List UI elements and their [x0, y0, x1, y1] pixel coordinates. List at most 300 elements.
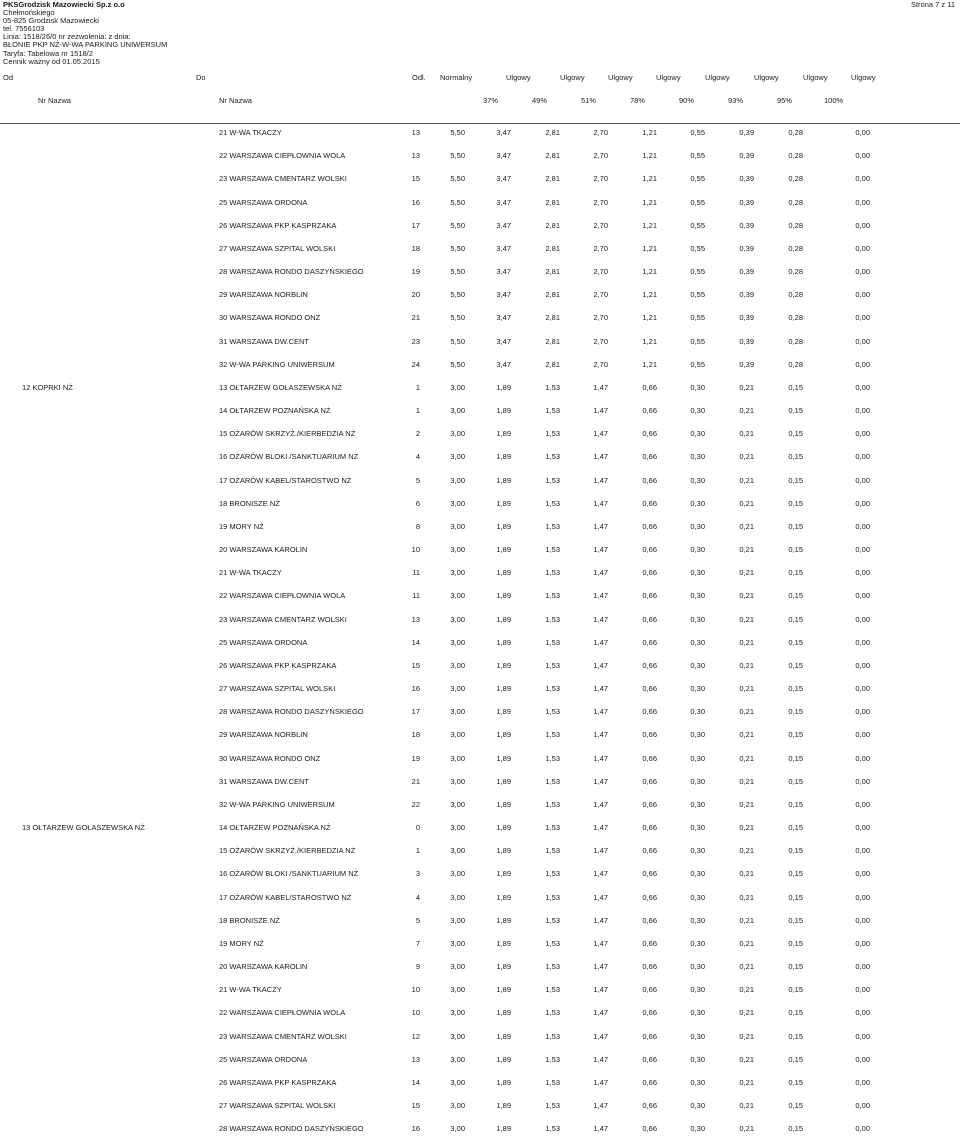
- to-stop: 31 WARSZAWA DW.CENT: [219, 337, 310, 346]
- fare-37: 1,89: [496, 615, 511, 624]
- fare-90: 0,30: [690, 383, 705, 392]
- fare-49: 1,53: [545, 800, 560, 809]
- fare-51: 2,70: [593, 290, 608, 299]
- fare-49: 1,53: [545, 916, 560, 925]
- fare-93: 0,39: [739, 290, 754, 299]
- fare-95: 0,15: [788, 545, 803, 554]
- to-stop: 29 WARSZAWA NORBLIN: [219, 290, 308, 299]
- fare-49: 1,53: [545, 1101, 560, 1110]
- fare-90: 0,30: [690, 846, 705, 855]
- fare-49: 2,81: [545, 151, 560, 160]
- fare-49: 2,81: [545, 198, 560, 207]
- fare-37: 3,47: [496, 151, 511, 160]
- fare-normal: 5,50: [450, 290, 465, 299]
- distance-km: 1: [415, 846, 420, 855]
- distance-km: 6: [415, 499, 420, 508]
- fare-95: 0,15: [788, 1124, 803, 1133]
- fare-90: 0,30: [690, 916, 705, 925]
- distance-km: 4: [415, 893, 420, 902]
- company-street: Chełmońskiego: [3, 8, 55, 18]
- fare-95: 0,15: [788, 1078, 803, 1087]
- fare-93: 0,21: [739, 545, 754, 554]
- fare-37: 1,89: [496, 777, 511, 786]
- to-stop: 26 WARSZAWA PKP KASPRZAKA: [219, 1078, 337, 1087]
- fare-49: 1,53: [545, 684, 560, 693]
- fare-normal: 5,50: [450, 267, 465, 276]
- fare-51: 1,47: [593, 615, 608, 624]
- fare-95: 0,28: [788, 221, 803, 230]
- fare-93: 0,21: [739, 429, 754, 438]
- fare-78: 1,21: [642, 267, 657, 276]
- fare-normal: 3,00: [450, 476, 465, 485]
- fare-95: 0,28: [788, 151, 803, 160]
- fare-37: 1,89: [496, 939, 511, 948]
- col-reduced-8-label: Ulgowy: [851, 73, 876, 82]
- fare-100: 0,00: [855, 869, 870, 878]
- fare-100: 0,00: [855, 1124, 870, 1133]
- fare-37: 1,89: [496, 499, 511, 508]
- fare-37: 1,89: [496, 684, 511, 693]
- col-from-sublabel: Nr Nazwa: [38, 96, 71, 105]
- fare-51: 1,47: [593, 1008, 608, 1017]
- distance-km: 10: [411, 985, 420, 994]
- fare-93: 0,21: [739, 1008, 754, 1017]
- fare-78: 0,66: [642, 545, 657, 554]
- fare-78: 0,66: [642, 684, 657, 693]
- fare-93: 0,21: [739, 893, 754, 902]
- fare-93: 0,21: [739, 800, 754, 809]
- distance-km: 8: [415, 522, 420, 531]
- from-stop: 12 KOPRKI NŻ: [22, 383, 73, 392]
- fare-90: 0,55: [690, 221, 705, 230]
- to-stop: 14 OŁTARZEW POZNAŃSKA NŻ: [219, 823, 331, 832]
- fare-90: 0,30: [690, 823, 705, 832]
- fare-normal: 3,00: [450, 568, 465, 577]
- header-separator: [0, 123, 960, 124]
- fare-90: 0,30: [690, 1055, 705, 1064]
- col-reduced-8-sublabel: 100%: [824, 96, 844, 105]
- fare-100: 0,00: [855, 406, 870, 415]
- fare-49: 1,53: [545, 777, 560, 786]
- fare-100: 0,00: [855, 962, 870, 971]
- fare-95: 0,15: [788, 1008, 803, 1017]
- fare-37: 1,89: [496, 893, 511, 902]
- fare-78: 0,66: [642, 452, 657, 461]
- to-stop: 23 WARSZAWA CMENTARZ WOLSKI: [219, 174, 347, 183]
- fare-78: 1,21: [642, 221, 657, 230]
- fare-51: 1,47: [593, 939, 608, 948]
- col-to-sublabel: Nr Nazwa: [219, 96, 252, 105]
- fare-93: 0,21: [739, 499, 754, 508]
- fare-78: 0,66: [642, 638, 657, 647]
- fare-37: 1,89: [496, 383, 511, 392]
- to-stop: 23 WARSZAWA CMENTARZ WOLSKI: [219, 615, 347, 624]
- fare-100: 0,00: [855, 174, 870, 183]
- fare-78: 0,66: [642, 1055, 657, 1064]
- fare-100: 0,00: [855, 615, 870, 624]
- to-stop: 21 W-WA TKACZY: [219, 128, 282, 137]
- fare-51: 1,47: [593, 916, 608, 925]
- fare-90: 0,30: [690, 707, 705, 716]
- distance-km: 2: [415, 429, 420, 438]
- from-stop: 13 OŁTARZEW GOŁASZEWSKA NŻ: [22, 823, 145, 832]
- fare-normal: 3,00: [450, 499, 465, 508]
- distance-km: 13: [411, 128, 420, 137]
- to-stop: 27 WARSZAWA SZPITAL WOLSKI: [219, 1101, 336, 1110]
- fare-normal: 3,00: [450, 916, 465, 925]
- fare-49: 2,81: [545, 128, 560, 137]
- fare-37: 1,89: [496, 1124, 511, 1133]
- distance-km: 13: [411, 151, 420, 160]
- fare-37: 1,89: [496, 730, 511, 739]
- fare-49: 1,53: [545, 591, 560, 600]
- fare-100: 0,00: [855, 684, 870, 693]
- fare-51: 2,70: [593, 198, 608, 207]
- fare-normal: 5,50: [450, 360, 465, 369]
- fare-90: 0,30: [690, 568, 705, 577]
- fare-78: 0,66: [642, 800, 657, 809]
- fare-78: 0,66: [642, 476, 657, 485]
- fare-93: 0,21: [739, 476, 754, 485]
- distance-km: 16: [411, 1124, 420, 1133]
- fare-78: 0,66: [642, 939, 657, 948]
- distance-km: 15: [411, 174, 420, 183]
- fare-37: 3,47: [496, 337, 511, 346]
- col-normal-label: Normalny: [440, 73, 473, 82]
- fare-37: 3,47: [496, 198, 511, 207]
- fare-78: 0,66: [642, 916, 657, 925]
- fare-normal: 5,50: [450, 174, 465, 183]
- fare-95: 0,15: [788, 406, 803, 415]
- fare-78: 0,66: [642, 1101, 657, 1110]
- fare-49: 1,53: [545, 754, 560, 763]
- fare-49: 2,81: [545, 313, 560, 322]
- fare-90: 0,55: [690, 151, 705, 160]
- fare-90: 0,55: [690, 267, 705, 276]
- fare-90: 0,30: [690, 730, 705, 739]
- fare-49: 1,53: [545, 406, 560, 415]
- fare-95: 0,15: [788, 1055, 803, 1064]
- fare-49: 1,53: [545, 499, 560, 508]
- to-stop: 18 BRONISZE NŻ: [219, 916, 280, 925]
- line-permit: Linia: 1518/26/0 nr zezwolenia: z dnia:: [3, 32, 131, 42]
- to-stop: 26 WARSZAWA PKP KASPRZAKA: [219, 661, 337, 670]
- to-stop: 16 OŻARÓW BLOKI /SANKTUARIUM NŻ: [219, 452, 359, 461]
- fare-93: 0,39: [739, 313, 754, 322]
- fare-51: 1,47: [593, 545, 608, 554]
- fare-90: 0,30: [690, 893, 705, 902]
- fare-100: 0,00: [855, 151, 870, 160]
- to-stop: 20 WARSZAWA KAROLIN: [219, 962, 308, 971]
- fare-100: 0,00: [855, 337, 870, 346]
- fare-95: 0,15: [788, 869, 803, 878]
- fare-49: 1,53: [545, 383, 560, 392]
- fare-51: 1,47: [593, 429, 608, 438]
- fare-49: 1,53: [545, 962, 560, 971]
- fare-normal: 3,00: [450, 985, 465, 994]
- fare-78: 0,66: [642, 985, 657, 994]
- fare-100: 0,00: [855, 591, 870, 600]
- fare-78: 0,66: [642, 1124, 657, 1133]
- fare-90: 0,30: [690, 591, 705, 600]
- fare-51: 1,47: [593, 452, 608, 461]
- distance-km: 4: [415, 452, 420, 461]
- fare-37: 1,89: [496, 800, 511, 809]
- fare-78: 0,66: [642, 754, 657, 763]
- fare-normal: 5,50: [450, 128, 465, 137]
- to-stop: 26 WARSZAWA PKP KASPRZAKA: [219, 221, 337, 230]
- fare-49: 1,53: [545, 1078, 560, 1087]
- to-stop: 31 WARSZAWA DW.CENT: [219, 777, 310, 786]
- distance-km: 14: [411, 1078, 420, 1087]
- fare-95: 0,15: [788, 800, 803, 809]
- fare-51: 1,47: [593, 754, 608, 763]
- fare-37: 1,89: [496, 452, 511, 461]
- fare-93: 0,39: [739, 128, 754, 137]
- distance-km: 18: [411, 730, 420, 739]
- fare-51: 1,47: [593, 476, 608, 485]
- fare-37: 1,89: [496, 591, 511, 600]
- to-stop: 29 WARSZAWA NORBLIN: [219, 730, 308, 739]
- fare-95: 0,15: [788, 754, 803, 763]
- fare-90: 0,30: [690, 476, 705, 485]
- fare-78: 1,21: [642, 128, 657, 137]
- fare-normal: 3,00: [450, 591, 465, 600]
- fare-normal: 3,00: [450, 893, 465, 902]
- fare-51: 1,47: [593, 1032, 608, 1041]
- fare-78: 1,21: [642, 337, 657, 346]
- fare-normal: 3,00: [450, 1124, 465, 1133]
- fare-93: 0,21: [739, 869, 754, 878]
- fare-93: 0,21: [739, 1032, 754, 1041]
- fare-normal: 3,00: [450, 962, 465, 971]
- col-reduced-5-sublabel: 90%: [679, 96, 695, 105]
- distance-km: 11: [412, 591, 420, 600]
- fare-78: 0,66: [642, 962, 657, 971]
- fare-51: 1,47: [593, 383, 608, 392]
- to-stop: 13 OŁTARZEW GOŁASZEWSKA NŻ: [219, 383, 342, 392]
- fare-78: 1,21: [642, 313, 657, 322]
- fare-normal: 3,00: [450, 545, 465, 554]
- fare-78: 1,21: [642, 151, 657, 160]
- fare-93: 0,21: [739, 591, 754, 600]
- fare-37: 1,89: [496, 476, 511, 485]
- fare-49: 2,81: [545, 174, 560, 183]
- fare-78: 0,66: [642, 615, 657, 624]
- price-list-validity: Cennik ważny od 01.05.2015: [3, 56, 100, 66]
- distance-km: 13: [411, 1055, 420, 1064]
- to-stop: 22 WARSZAWA CIEPŁOWNIA WOLA: [219, 151, 346, 160]
- fare-49: 1,53: [545, 730, 560, 739]
- fare-90: 0,30: [690, 962, 705, 971]
- fare-49: 2,81: [545, 337, 560, 346]
- fare-90: 0,30: [690, 1124, 705, 1133]
- col-reduced-1-sublabel: 37%: [483, 96, 499, 105]
- distance-km: 22: [411, 800, 420, 809]
- fare-90: 0,30: [690, 615, 705, 624]
- fare-51: 2,70: [593, 174, 608, 183]
- fare-93: 0,21: [739, 1124, 754, 1133]
- fare-49: 2,81: [545, 360, 560, 369]
- fare-49: 1,53: [545, 707, 560, 716]
- fare-37: 1,89: [496, 985, 511, 994]
- fare-100: 0,00: [855, 360, 870, 369]
- fare-90: 0,30: [690, 452, 705, 461]
- fare-95: 0,15: [788, 684, 803, 693]
- fare-49: 1,53: [545, 568, 560, 577]
- distance-km: 23: [411, 337, 420, 346]
- fare-78: 0,66: [642, 707, 657, 716]
- fare-78: 0,66: [642, 869, 657, 878]
- fare-78: 1,21: [642, 244, 657, 253]
- fare-90: 0,30: [690, 661, 705, 670]
- fare-100: 0,00: [855, 568, 870, 577]
- fare-normal: 5,50: [450, 221, 465, 230]
- fare-95: 0,15: [788, 916, 803, 925]
- col-reduced-4-sublabel: 78%: [630, 96, 646, 105]
- fare-normal: 3,00: [450, 754, 465, 763]
- fare-93: 0,21: [739, 962, 754, 971]
- fare-49: 1,53: [545, 661, 560, 670]
- col-reduced-6-sublabel: 93%: [728, 96, 744, 105]
- fare-90: 0,30: [690, 406, 705, 415]
- fare-normal: 3,00: [450, 1101, 465, 1110]
- fare-93: 0,39: [739, 221, 754, 230]
- route-name: BŁONIE PKP NŻ-W-WA PARKING UNIWERSUM: [3, 40, 168, 50]
- to-stop: 18 BRONISZE NŻ: [219, 499, 280, 508]
- distance-km: 24: [411, 360, 420, 369]
- distance-km: 9: [415, 962, 420, 971]
- fare-95: 0,15: [788, 568, 803, 577]
- fare-90: 0,30: [690, 429, 705, 438]
- fare-49: 1,53: [545, 522, 560, 531]
- fare-90: 0,30: [690, 522, 705, 531]
- distance-km: 15: [411, 1101, 420, 1110]
- fare-90: 0,30: [690, 869, 705, 878]
- fare-51: 1,47: [593, 661, 608, 670]
- fare-95: 0,15: [788, 962, 803, 971]
- fare-78: 0,66: [642, 846, 657, 855]
- to-stop: 27 WARSZAWA SZPITAL WOLSKI: [219, 684, 336, 693]
- fare-normal: 5,50: [450, 244, 465, 253]
- fare-100: 0,00: [855, 846, 870, 855]
- fare-49: 1,53: [545, 1032, 560, 1041]
- fare-78: 0,66: [642, 591, 657, 600]
- fare-90: 0,30: [690, 1101, 705, 1110]
- fare-49: 1,53: [545, 893, 560, 902]
- fare-78: 0,66: [642, 383, 657, 392]
- fare-51: 2,70: [593, 221, 608, 230]
- to-stop: 15 OŻARÓW SKRZYŻ./KIERBEDZIA NŻ: [219, 846, 356, 855]
- fare-37: 1,89: [496, 406, 511, 415]
- fare-51: 1,47: [593, 684, 608, 693]
- fare-93: 0,21: [739, 1078, 754, 1087]
- fare-95: 0,15: [788, 1032, 803, 1041]
- fare-49: 2,81: [545, 290, 560, 299]
- fare-93: 0,21: [739, 777, 754, 786]
- fare-37: 3,47: [496, 174, 511, 183]
- fare-100: 0,00: [855, 522, 870, 531]
- fare-78: 0,66: [642, 568, 657, 577]
- fare-90: 0,30: [690, 939, 705, 948]
- fare-90: 0,30: [690, 985, 705, 994]
- fare-90: 0,30: [690, 754, 705, 763]
- fare-normal: 3,00: [450, 1032, 465, 1041]
- to-stop: 30 WARSZAWA RONDO ONZ: [219, 313, 321, 322]
- fare-95: 0,15: [788, 522, 803, 531]
- fare-93: 0,21: [739, 1055, 754, 1064]
- fare-90: 0,55: [690, 313, 705, 322]
- to-stop: 27 WARSZAWA SZPITAL WOLSKI: [219, 244, 336, 253]
- fare-normal: 3,00: [450, 823, 465, 832]
- to-stop: 16 OŻARÓW BLOKI /SANKTUARIUM NŻ: [219, 869, 359, 878]
- fare-93: 0,21: [739, 452, 754, 461]
- col-reduced-5-label: Ulgowy: [705, 73, 730, 82]
- fare-78: 1,21: [642, 360, 657, 369]
- fare-100: 0,00: [855, 545, 870, 554]
- fare-51: 1,47: [593, 800, 608, 809]
- fare-93: 0,21: [739, 638, 754, 647]
- distance-km: 10: [411, 1008, 420, 1017]
- to-stop: 30 WARSZAWA RONDO ONZ: [219, 754, 321, 763]
- fare-normal: 3,00: [450, 615, 465, 624]
- fare-78: 0,66: [642, 661, 657, 670]
- fare-normal: 3,00: [450, 406, 465, 415]
- col-reduced-4-label: Ulgowy: [656, 73, 681, 82]
- fare-37: 3,47: [496, 290, 511, 299]
- fare-37: 3,47: [496, 128, 511, 137]
- fare-49: 1,53: [545, 939, 560, 948]
- fare-78: 1,21: [642, 290, 657, 299]
- fare-51: 2,70: [593, 128, 608, 137]
- page-counter: Strona 7 z 11: [910, 0, 955, 9]
- fare-90: 0,55: [690, 290, 705, 299]
- fare-93: 0,21: [739, 684, 754, 693]
- to-stop: 21 W-WA TKACZY: [219, 985, 282, 994]
- fare-95: 0,15: [788, 939, 803, 948]
- fare-95: 0,15: [788, 499, 803, 508]
- to-stop: 32 W-WA PARKING UNIWERSUM: [219, 360, 335, 369]
- to-stop: 19 MORY NŻ: [219, 939, 264, 948]
- distance-km: 21: [411, 313, 420, 322]
- to-stop: 17 OŻARÓW KABEL/STAROSTWO NŻ: [219, 893, 352, 902]
- company-city: 05-825 Grodzisk Mazowiecki: [3, 16, 99, 26]
- fare-100: 0,00: [855, 383, 870, 392]
- fare-93: 0,21: [739, 661, 754, 670]
- to-stop: 25 WARSZAWA ORDONA: [219, 1055, 308, 1064]
- fare-93: 0,21: [739, 823, 754, 832]
- fare-78: 0,66: [642, 823, 657, 832]
- fare-93: 0,21: [739, 522, 754, 531]
- to-stop: 28 WARSZAWA RONDO DASZYŃSKIEGO: [219, 707, 364, 716]
- col-reduced-7-sublabel: 95%: [777, 96, 793, 105]
- fare-normal: 5,50: [450, 337, 465, 346]
- fare-95: 0,15: [788, 1101, 803, 1110]
- fare-100: 0,00: [855, 730, 870, 739]
- fare-93: 0,21: [739, 846, 754, 855]
- fare-37: 1,89: [496, 869, 511, 878]
- fare-51: 2,70: [593, 244, 608, 253]
- fare-51: 1,47: [593, 499, 608, 508]
- fare-95: 0,28: [788, 244, 803, 253]
- col-reduced-3-label: Ulgowy: [608, 73, 633, 82]
- fare-90: 0,55: [690, 360, 705, 369]
- fare-95: 0,15: [788, 985, 803, 994]
- fare-49: 1,53: [545, 476, 560, 485]
- col-reduced-1-label: Ulgowy: [506, 73, 531, 82]
- to-stop: 20 WARSZAWA KAROLIN: [219, 545, 308, 554]
- fare-93: 0,21: [739, 730, 754, 739]
